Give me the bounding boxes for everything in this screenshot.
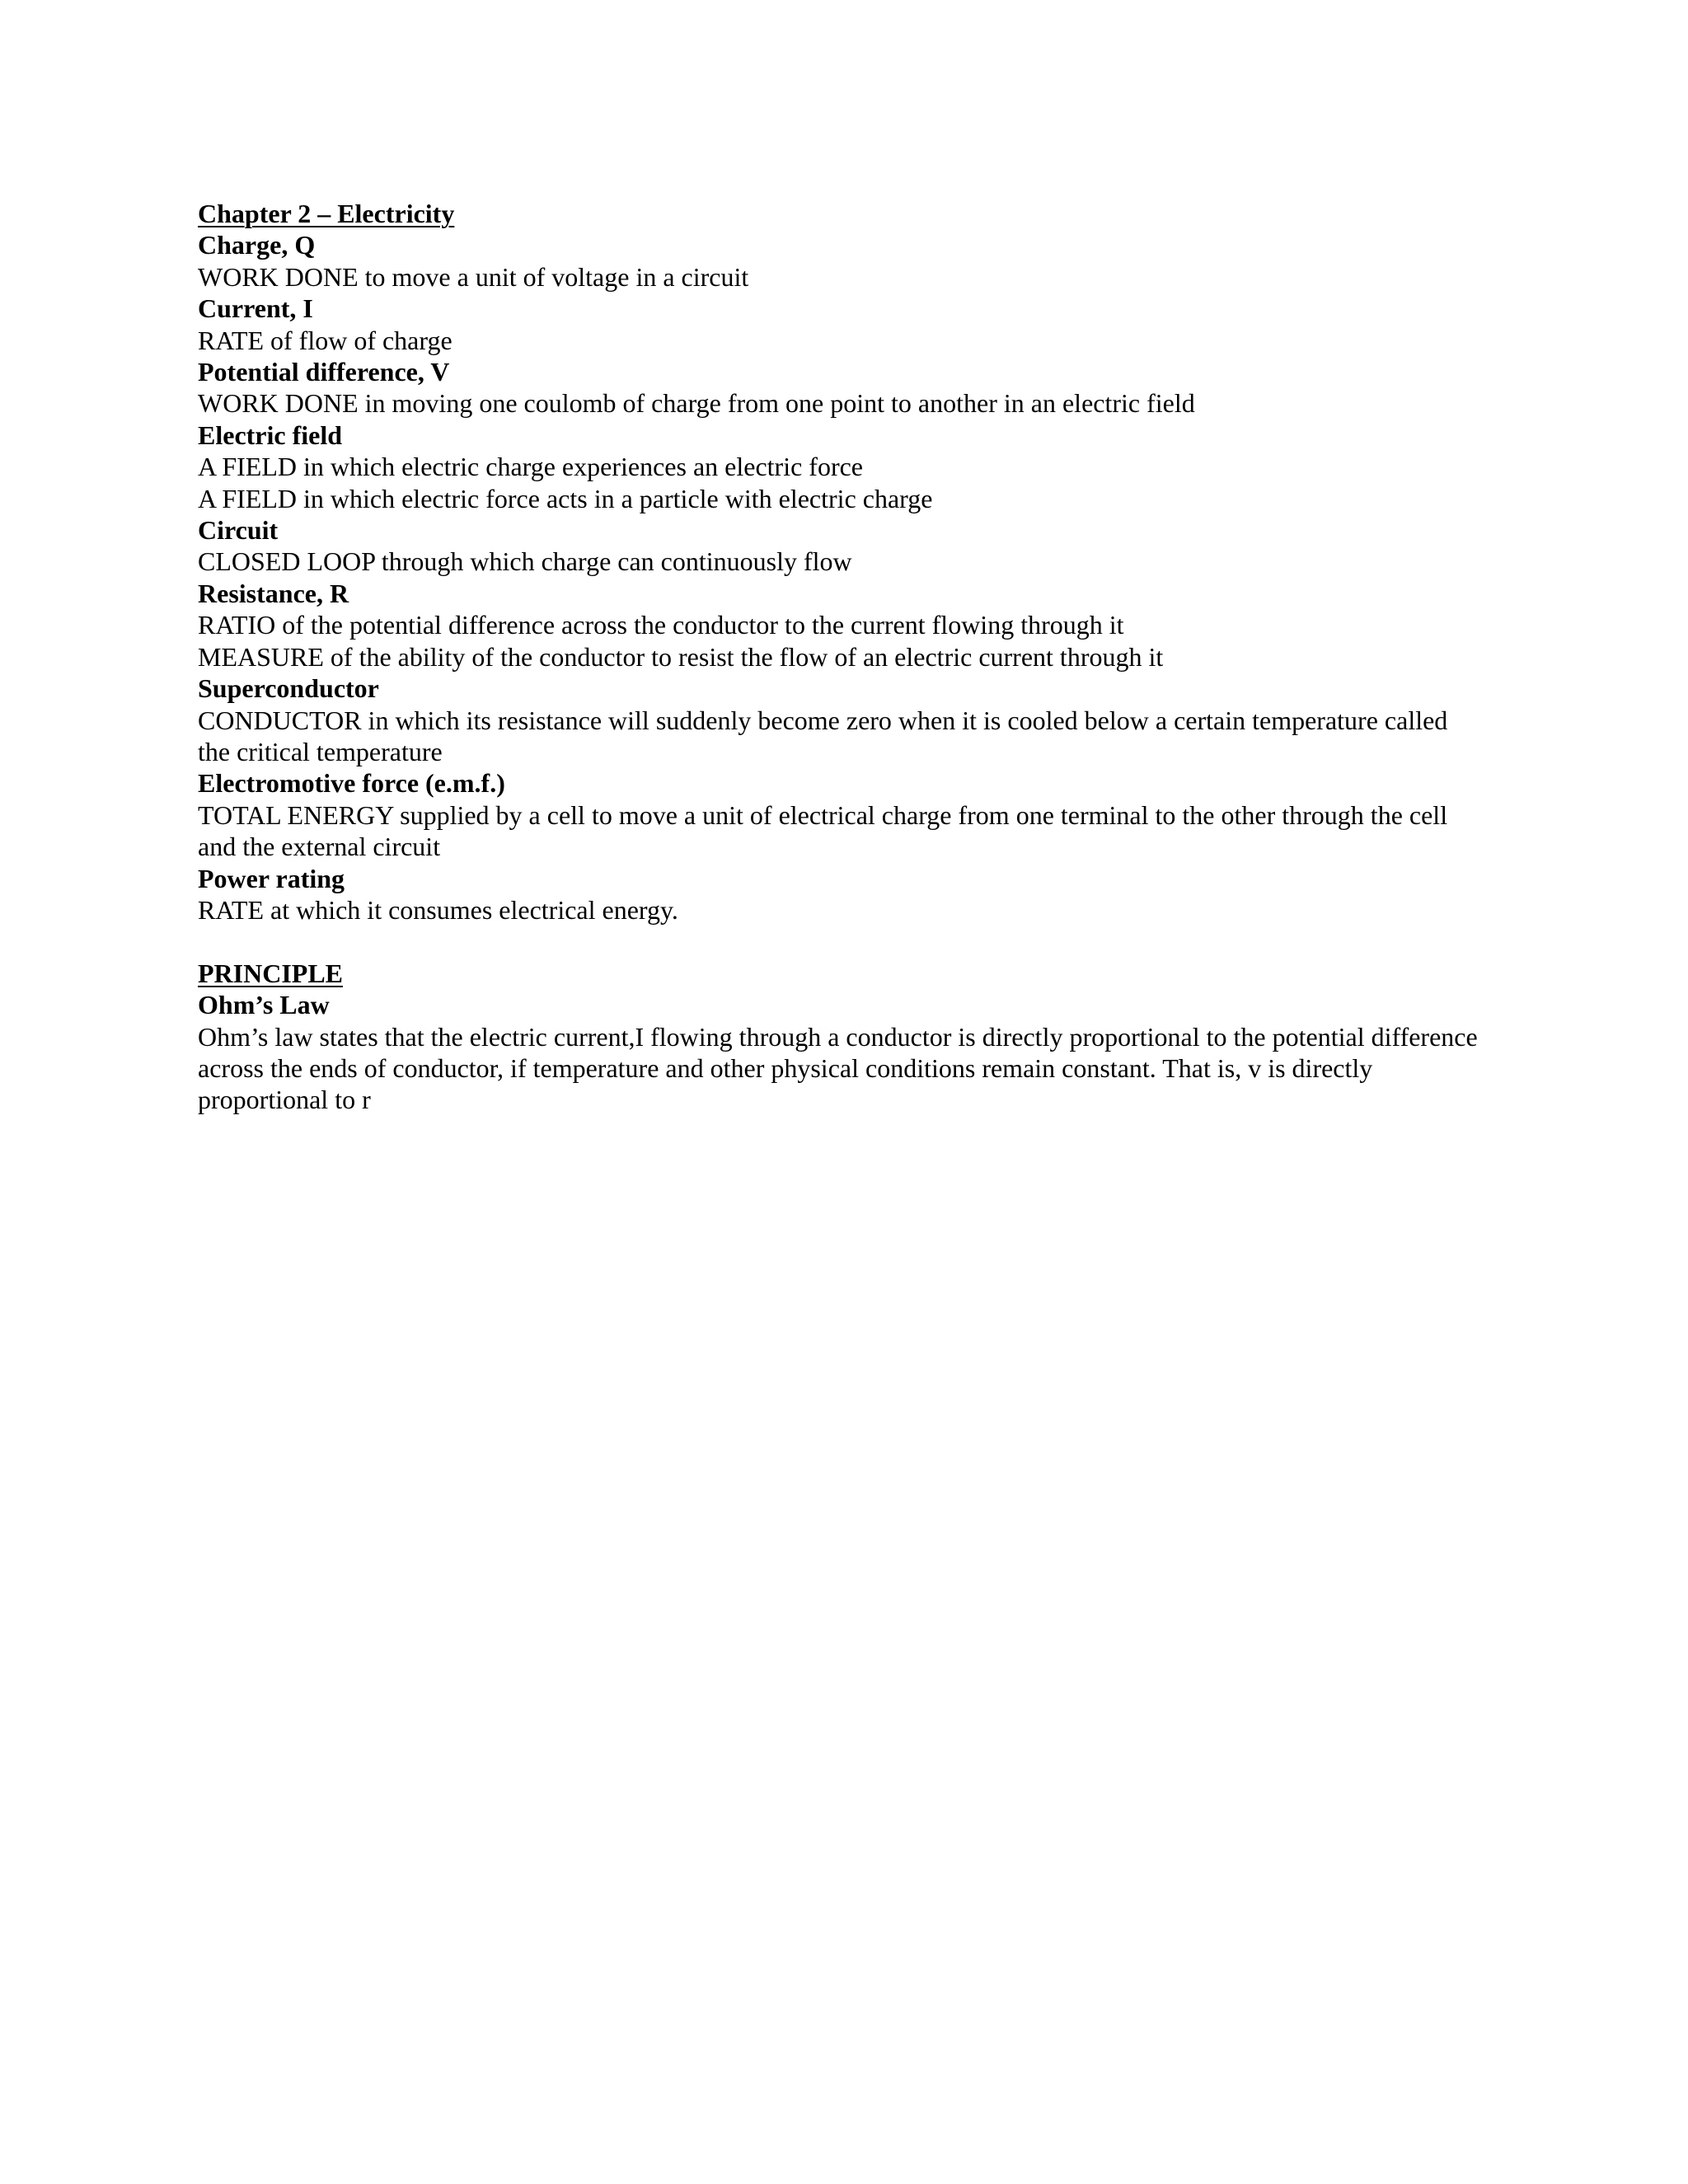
document-page	[198, 198, 1484, 1116]
term-charge: Charge, Q	[198, 230, 316, 260]
principle-text: Ohm’s law states that the electric current,I flowing through a conductor is directly proportional to the potential difference across the ends of conductor, if temperature and other physical conditions remain constant. That is, v is directly proportional to r	[198, 1021, 1478, 1115]
term-potential-difference: Potential difference, V	[198, 357, 450, 387]
term-superconductor: Superconductor	[198, 673, 379, 704]
term-electric-field: Electric field	[198, 419, 343, 450]
definition-line: RATE at which it consumes electrical energy.	[198, 894, 678, 925]
definition-line: RATE of flow of charge	[198, 325, 452, 355]
definition-line: WORK DONE to move a unit of voltage in a circuit	[198, 261, 749, 292]
definition-line: MEASURE of the ability of the conductor to resist the flow of an electric current through it	[198, 641, 1164, 672]
term-power-rating: Power rating	[198, 863, 345, 893]
chapter-title: Chapter 2 – Electricity	[198, 199, 455, 228]
term-circuit: Circuit	[198, 515, 279, 546]
definition-line: RATIO of the potential difference across the conductor to the current flowing through it	[198, 610, 1124, 640]
definition-line: A FIELD in which electric force acts in a particle with electric charge	[198, 483, 933, 513]
principle-title: Ohm’s Law	[198, 990, 330, 1020]
principle-heading: PRINCIPLE	[198, 958, 344, 988]
definition-line: A FIELD in which electric charge experiences an electric force	[198, 452, 863, 482]
term-electromotive-force: Electromotive force (e.m.f.)	[198, 768, 505, 799]
section-spacer	[198, 926, 1484, 957]
term-resistance: Resistance, R	[198, 578, 349, 608]
definition-line: CLOSED LOOP through which charge can continuously flow	[198, 546, 852, 577]
definition-line: WORK DONE in moving one coulomb of charge from one point to another in an electric field	[198, 388, 1195, 419]
definition-line: TOTAL ENERGY supplied by a cell to move a unit of electrical charge from one terminal to the other through the cell and the external circuit	[198, 799, 1448, 862]
term-current: Current, I	[198, 293, 313, 324]
definition-line: CONDUCTOR in which its resistance will suddenly become zero when it is cooled below a certain temperature called the critical temperature	[198, 705, 1448, 766]
